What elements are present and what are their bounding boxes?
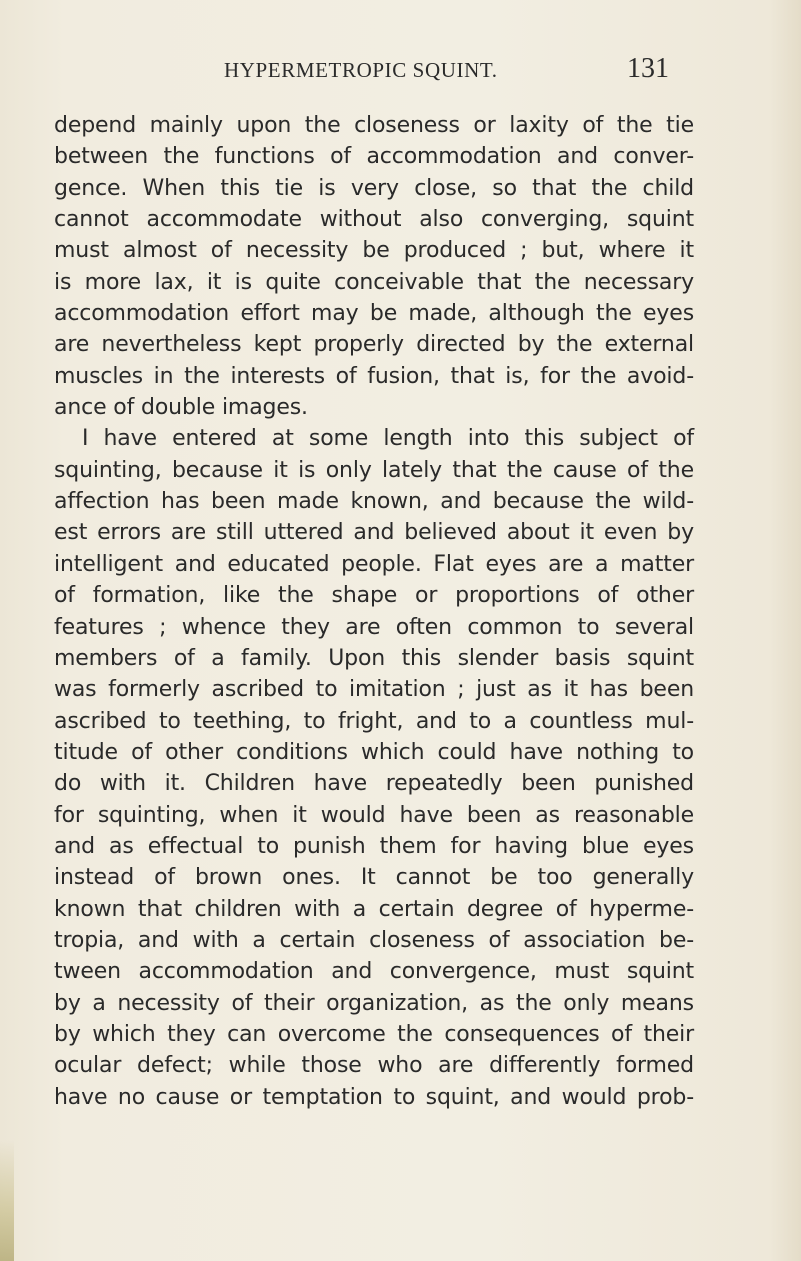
text-line: must almost of necessity be produced ; but, where it	[54, 238, 694, 264]
body-text	[54, 110, 694, 1113]
text-line: squinting, because it is only lately that the cause of the	[54, 457, 694, 483]
paragraph-end-line: ance of double images.	[54, 395, 308, 421]
text-line: for squinting, when it would have been as reasonable	[54, 802, 694, 828]
text-line: known that children with a certain degree of hyperme-	[54, 896, 694, 922]
text-line: do with it. Children have repeatedly been punished	[54, 771, 694, 797]
text-line: muscles in the interests of fusion, that is, for the avoid-	[54, 363, 694, 389]
text-line: by which they can overcome the consequences of their	[54, 1021, 694, 1047]
page-edge-stain	[0, 1140, 14, 1261]
page-number: 131	[627, 53, 669, 84]
paragraph-start-line: I have entered at some length into this subject of	[82, 426, 694, 452]
text-line: tween accommodation and convergence, must squint	[54, 959, 694, 985]
text-line: and as effectual to punish them for having blue eyes	[54, 833, 694, 859]
text-line: have no cause or temptation to squint, and would prob-	[54, 1084, 694, 1110]
text-line: titude of other conditions which could have nothing to	[54, 739, 694, 765]
text-line: between the functions of accommodation and conver-	[54, 144, 694, 170]
running-title: HYPERMETROPIC SQUINT.	[224, 58, 498, 82]
text-line: gence. When this tie is very close, so that the child	[54, 175, 694, 201]
text-line: members of a family. Upon this slender basis squint	[54, 645, 694, 671]
text-line: tropia, and with a certain closeness of association be-	[54, 927, 694, 953]
text-line: instead of brown ones. It cannot be too generally	[54, 865, 694, 891]
text-line: features ; whence they are often common to several	[54, 614, 694, 640]
text-line: was formerly ascribed to imitation ; just as it has been	[54, 677, 694, 703]
text-line: ocular defect; while those who are differently formed	[54, 1053, 694, 1079]
text-line: affection has been made known, and because the wild-	[54, 489, 694, 515]
text-line: are nevertheless kept properly directed by the external	[54, 332, 694, 358]
text-line: of formation, like the shape or proportions of other	[54, 583, 694, 609]
text-line: intelligent and educated people. Flat eyes are a matter	[54, 551, 694, 577]
text-line: depend mainly upon the closeness or laxity of the tie	[54, 113, 694, 138]
text-line: cannot accommodate without also converging, squint	[54, 207, 694, 233]
text-line: accommodation effort may be made, although the eyes	[54, 301, 694, 327]
text-line: by a necessity of their organization, as the only means	[54, 990, 694, 1016]
text-line: ascribed to teething, to fright, and to a countless mul-	[54, 708, 694, 734]
text-line: est errors are still uttered and believed about it even by	[54, 520, 694, 546]
text-line: is more lax, it is quite conceivable that the necessary	[54, 269, 694, 295]
